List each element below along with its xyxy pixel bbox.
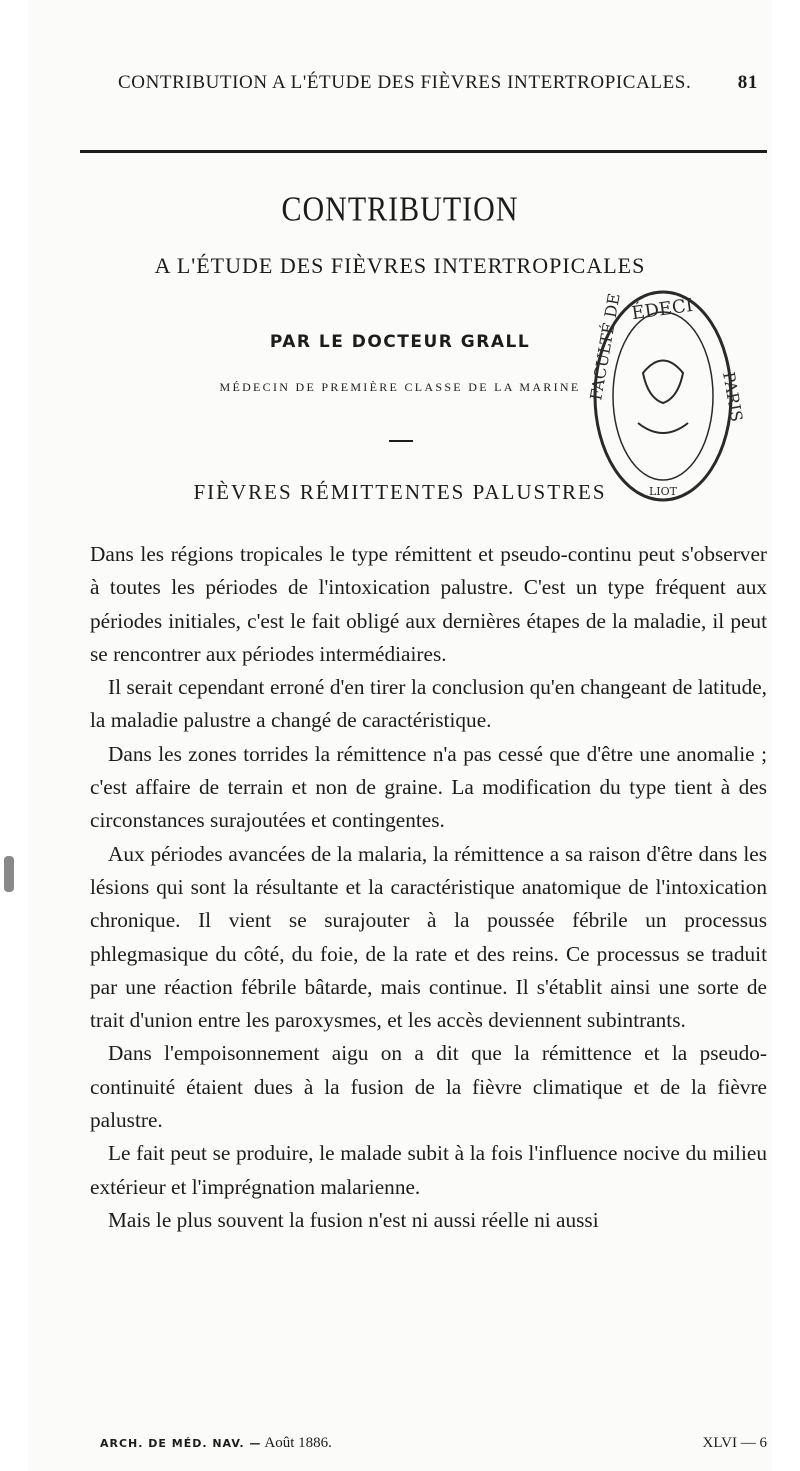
separator-dash [389, 440, 413, 442]
article-subtitle: A L'ÉTUDE DES FIÈVRES INTERTROPICALES [154, 253, 646, 278]
svg-text:PARIS: PARIS [719, 370, 747, 424]
paragraph: Dans l'empoisonnement aigu on a dit que la rémittence et la pseudo-continuité étaient dues à la fusion de la fièvre climatique et de la fièvre palustre. [90, 1041, 767, 1133]
library-stamp-icon [583, 283, 747, 509]
author-line: PAR LE DOCTEUR GRALL [269, 332, 531, 352]
svg-text:ÉDECI: ÉDECI [630, 294, 695, 325]
footer-date: Août 1886. [264, 1435, 332, 1451]
paragraph: Dans les zones torrides la rémittence n'a pas cessé que d'être une anomalie ; c'est affaire de terrain et non de graine. La modification du type tient à des circonstances surajoutées et contingentes. [90, 741, 767, 833]
article-title: CONTRIBUTION [281, 189, 519, 229]
running-head [118, 72, 768, 94]
paragraph: Il serait cependant erroné d'en tirer la conclusion qu'en changeant de latitude, la maladie palustre a changé de caractéristique. [90, 675, 767, 733]
page-footer [100, 1435, 767, 1452]
footer-journal: ARCH. DE MÉD. NAV. — [100, 1437, 262, 1450]
margin-ink-mark [4, 856, 14, 892]
paragraph: Le fait peut se produire, le malade subit à la fois l'influence nocive du milieu extérieur et l'imprégnation malarienne. [90, 1141, 767, 1199]
author-rank: MÉDECIN DE PREMIÈRE CLASSE DE LA MARINE [219, 380, 581, 394]
article-body [90, 538, 767, 1237]
running-head-title: CONTRIBUTION A L'ÉTUDE DES FIÈVRES INTERTROPICALES. [118, 72, 692, 93]
svg-text:LIOT: LIOT [648, 485, 678, 498]
paragraph: Aux périodes avancées de la malaria, la rémittence a sa raison d'être dans les lésions qui sont la résultante et la caractéristique anatomique de l'intoxication chronique. Il vient se surajouter à la poussée fébrile un processus phlegmasique du côté, du foie, de la rate et des reins. Ce processus se traduit par une réaction fébrile bâtarde, mais continue. Il s'établit ainsi une sorte de trait d'union entre les paroxysmes, et les accès deviennent subintrants. [90, 841, 767, 1033]
footer-signature: XLVI — 6 [702, 1435, 767, 1451]
section-heading: FIÈVRES RÉMITTENTES PALUSTRES [193, 480, 607, 504]
svg-text:FACULTÉ DE: FACULTÉ DE [586, 291, 624, 402]
paragraph: Mais le plus souvent la fusion n'est ni aussi réelle ni aussi [108, 1207, 599, 1232]
paragraph: Dans les régions tropicales le type rémittent et pseudo-continu peut s'observer à toutes les périodes de l'intoxication palustre. C'est un type fréquent aux périodes initiales, c'est le fait obligé aux dernières étapes de la maladie, il peut se rencontrer aux périodes intermédiaires. [90, 542, 767, 666]
page-number: 81 [737, 72, 758, 93]
header-rule [80, 150, 767, 153]
